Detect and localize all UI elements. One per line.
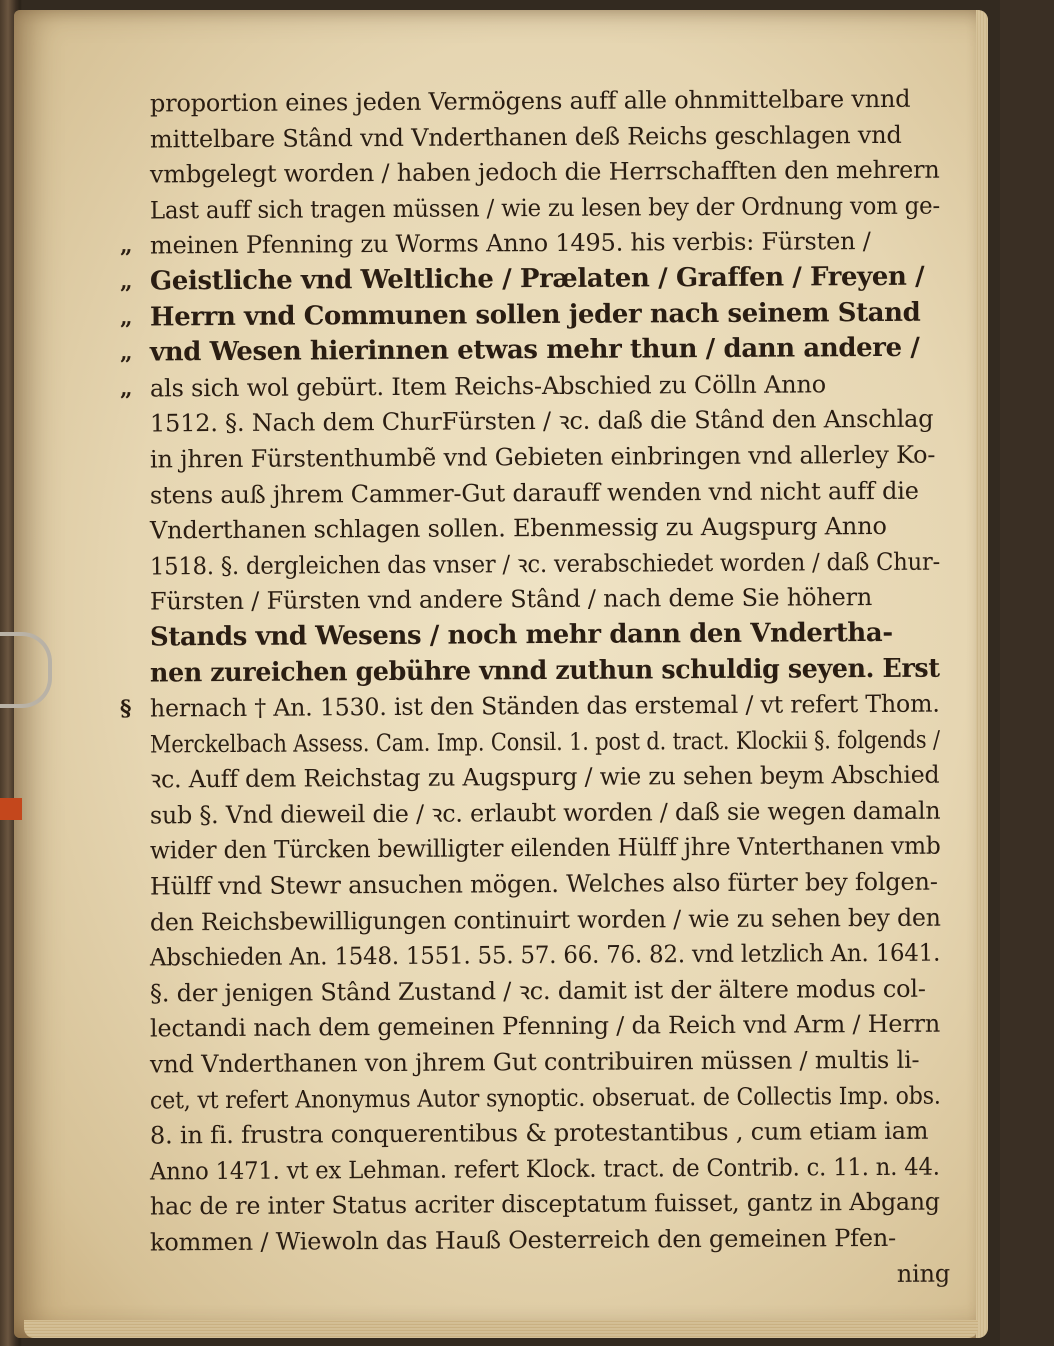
body-text xyxy=(119,84,951,1294)
text-line xyxy=(150,1007,950,1047)
text-line xyxy=(150,1221,950,1261)
line-text: sub §. Vnd dieweil die / ꝛc. erlaubt worden / daß sie wegen damaln xyxy=(149,796,941,830)
line-text: Anno 1471. vt ex Lehman. refert Klock. tract. de Contrib. c. 11. n. 44. xyxy=(149,1152,940,1186)
text-line xyxy=(119,366,950,406)
line-text: als sich wol gebürt. Item Reichs-Abschied zu Cölln Anno xyxy=(149,370,827,403)
text-line xyxy=(119,331,950,371)
line-text: hernach † An. 1530. ist den Ständen das erstemal / vt refert Thom. xyxy=(149,689,940,723)
line-text: nen zureichen gebühre vnnd zuthun schuldig seyen. Erst xyxy=(149,653,940,688)
text-line xyxy=(150,1043,950,1083)
margin-mark: „ xyxy=(119,268,133,295)
page-bottom-edge xyxy=(24,1320,978,1338)
line-text: Geistliche vnd Weltliche / Prælaten / Graffen / Freyen / xyxy=(149,261,925,297)
margin-mark: § xyxy=(119,695,132,722)
bookmark-tab xyxy=(0,798,22,820)
text-line xyxy=(150,117,950,157)
line-text: ꝛc. Auff dem Reichstag zu Augspurg / wie zu sehen beym Abschied xyxy=(149,760,940,794)
text-line xyxy=(150,1114,950,1154)
line-text: Vnderthanen schlagen sollen. Ebenmessig zu Augspurg Anno xyxy=(149,512,887,545)
line-text: wider den Türcken bewilligter eilenden Hülff jhre Vnterthanen vmb xyxy=(149,832,941,865)
text-line xyxy=(150,473,950,513)
line-text: meinen Pfenning zu Worms Anno 1495. his verbis: Fürsten / xyxy=(149,227,871,260)
text-line xyxy=(150,651,950,691)
line-text: Last auff sich tragen müssen / wie zu lesen bey der Ordnung vom ge- xyxy=(149,191,941,225)
line-text: mittelbare Stând vnd Vnderthanen deß Reichs geschlagen vnd xyxy=(149,120,902,154)
line-text: ning xyxy=(896,1259,951,1288)
margin-mark: „ xyxy=(119,232,133,260)
text-line xyxy=(150,865,950,905)
line-text: vnd Wesen hierinnen etwas mehr thun / dann andere / xyxy=(149,332,920,368)
text-line xyxy=(150,1078,950,1118)
line-text: hac de re inter Status acriter disceptatum fuisset, gantz in Abgang xyxy=(149,1188,940,1221)
margin-mark: „ xyxy=(119,339,133,366)
text-line xyxy=(150,82,950,122)
text-line xyxy=(150,580,950,620)
line-text: proportion eines jeden Vermögens auff alle ohnmittelbare vnnd xyxy=(149,84,911,118)
line-text: 1512. §. Nach dem ChurFürsten / ꝛc. daß die Stând den Anschlag xyxy=(149,405,934,438)
line-text: vnd Vnderthanen von jhrem Gut contribuiren müssen / multis li- xyxy=(149,1045,920,1079)
line-text: stens auß jhrem Cammer-Gut darauff wenden vnd nicht auff die xyxy=(149,476,919,509)
text-line xyxy=(150,1149,950,1189)
line-text: 8. in fi. frustra conquerentibus & protestantibus , cum etiam iam xyxy=(149,1116,929,1150)
text-line xyxy=(150,544,950,584)
text-line xyxy=(150,188,950,228)
page-edge-stack xyxy=(976,10,988,1338)
paper-clip-icon xyxy=(0,632,52,708)
text-line xyxy=(150,900,950,940)
line-text: Hülff vnd Stewr ansuchen mögen. Welches also fürter bey folgen- xyxy=(149,867,938,901)
text-line xyxy=(150,437,950,477)
line-text: Merckelbach Assess. Cam. Imp. Consil. 1. post d. tract. Klockii §. folgends / xyxy=(149,725,940,759)
line-text: Stands vnd Wesens / noch mehr dann den Vndertha- xyxy=(149,617,893,653)
text-line xyxy=(119,687,950,727)
text-line xyxy=(150,758,950,798)
text-line xyxy=(150,615,950,655)
text-line xyxy=(150,509,950,549)
margin-mark: „ xyxy=(119,304,133,331)
text-line xyxy=(150,722,950,762)
line-text: lectandi nach dem gemeinen Pfenning / da Reich vnd Arm / Herrn xyxy=(149,1010,941,1043)
text-line xyxy=(150,153,950,193)
text-line xyxy=(150,1256,950,1296)
text-line xyxy=(119,260,950,300)
line-text: vmbgelegt worden / haben jedoch die Herrschafften den mehrern xyxy=(149,155,940,189)
text-line xyxy=(119,224,950,264)
margin-mark: „ xyxy=(119,375,133,402)
text-line xyxy=(150,402,950,442)
line-text: §. der jenigen Stând Zustand / ꝛc. damit ist der ältere modus col- xyxy=(149,974,926,1008)
text-line xyxy=(150,971,950,1011)
line-text: Abschieden An. 1548. 1551. 55. 57. 66. 76. 82. vnd letzlich An. 1641. xyxy=(149,938,941,972)
line-text: 1518. §. dergleichen das vnser / ꝛc. verabschiedet worden / daß Chur- xyxy=(149,547,941,581)
paper-page xyxy=(14,10,988,1338)
text-line xyxy=(150,1185,950,1225)
line-text: kommen / Wiewoln das Hauß Oesterreich den gemeinen Pfen- xyxy=(149,1223,897,1257)
text-line xyxy=(150,829,950,869)
line-text: cet, vt refert Anonymus Autor synoptic. obseruat. de Collectis Imp. obs. xyxy=(149,1081,941,1115)
text-line xyxy=(150,793,950,833)
text-line xyxy=(150,936,950,976)
text-line xyxy=(119,295,950,335)
line-text: den Reichsbewilligungen continuirt worden / wie zu sehen bey den xyxy=(149,903,941,937)
line-text: Fürsten / Fürsten vnd andere Stând / nach deme Sie höhern xyxy=(149,583,873,616)
line-text: in jhren Fürstenthumbẽ vnd Gebieten einbringen vnd allerley Ko- xyxy=(149,440,936,474)
line-text: Herrn vnd Communen sollen jeder nach seinem Stand xyxy=(149,297,921,333)
